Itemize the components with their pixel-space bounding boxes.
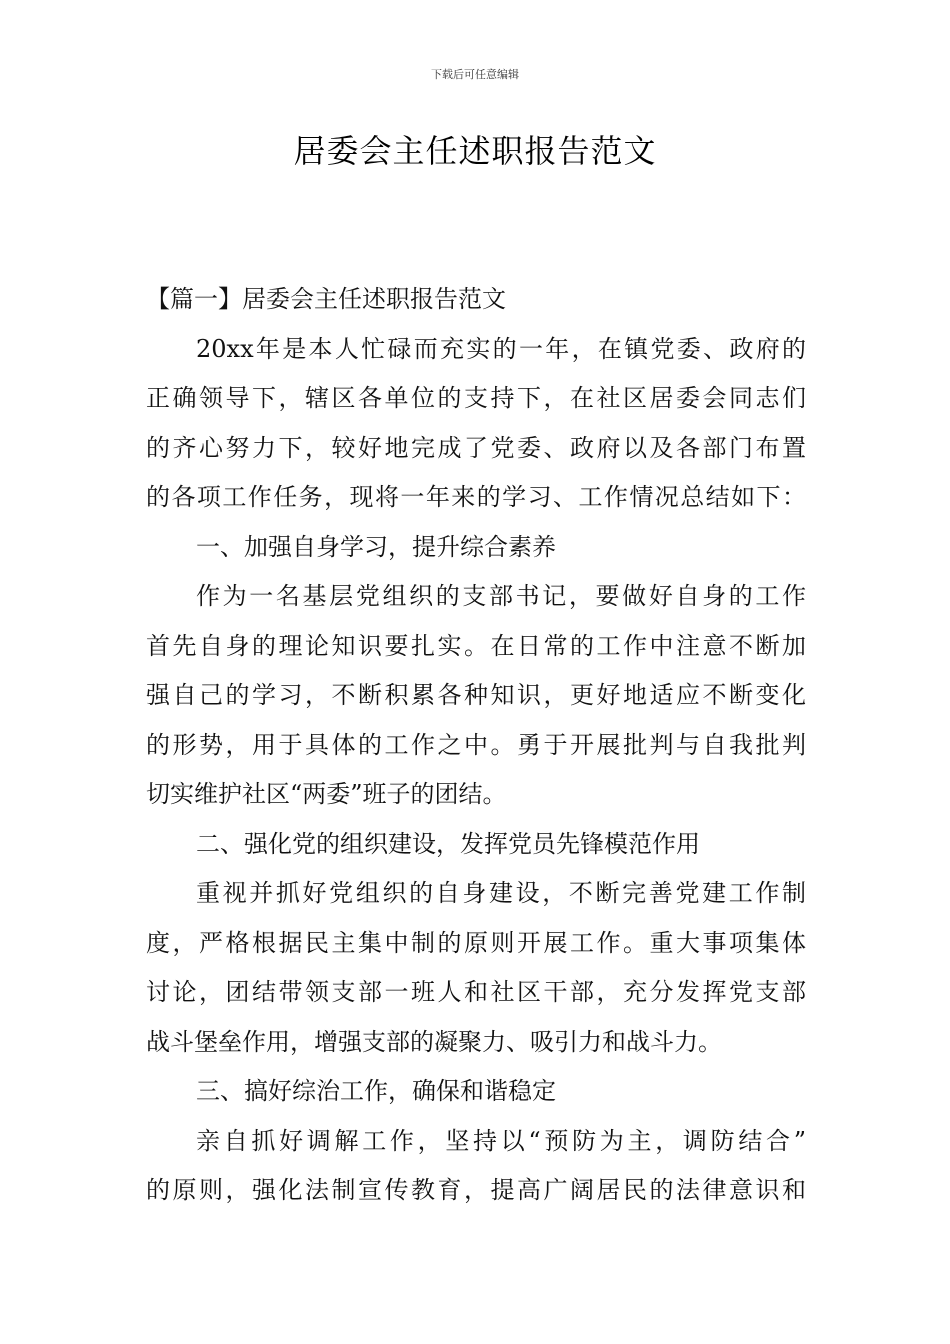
text-line: 一、加强自身学习，提升综合素养 [196,532,556,561]
text-line: 正确领导下，辖区各单位的支持下，在社区居委会同志们 [146,384,806,412]
text-line: 作为一名基层党组织的支部书记，要做好自身的工作 [196,582,806,610]
text-line: 的原则，强化法制宣传教育，提高广阔居民的法律意识和 [146,1176,806,1204]
text-line: 的齐心努力下，较好地完成了党委、政府以及各部门布置 [146,433,806,462]
text-line: 重视并抓好党组织的自身建设，不断完善党建工作制 [196,879,806,907]
text-line: 【篇一】居委会主任述职报告范文 [146,285,506,313]
text-line: 首先自身的理论知识要扎实。在日常的工作中注意不断加 [146,631,806,660]
text-line: 20xx年是本人忙碌而充实的一年，在镇党委、政府的 [196,334,806,363]
text-line: 亲自抓好调解工作，坚持以“预防为主，调防结合” [196,1126,806,1155]
text-line: 的形势，用于具体的工作之中。勇于开展批判与自我批判 [146,730,806,759]
text-line: 度，严格根据民主集中制的原则开展工作。重大事项集体 [146,928,806,957]
text-line: 讨论，团结带领支部一班人和社区干部，充分发挥党支部 [146,978,806,1006]
document-body [146,275,806,1216]
text-line: 二、强化党的组织建设，发挥党员先锋模范作用 [196,829,700,858]
text-line: 切实维护社区“两委”班子的团结。 [146,780,507,808]
header-note: 下载后可任意编辑 [431,68,519,81]
text-line: 强自己的学习，不断积累各种知识，更好地适应不断变化 [146,681,806,709]
text-line: 的各项工作任务，现将一年来的学习、工作情况总结如下： [146,483,806,511]
document-title: 居委会主任述职报告范文 [293,132,657,170]
text-line: 三、搞好综治工作，确保和谐稳定 [196,1077,556,1105]
text-line: 战斗堡垒作用，增强支部的凝聚力、吸引力和战斗力。 [146,1027,722,1056]
